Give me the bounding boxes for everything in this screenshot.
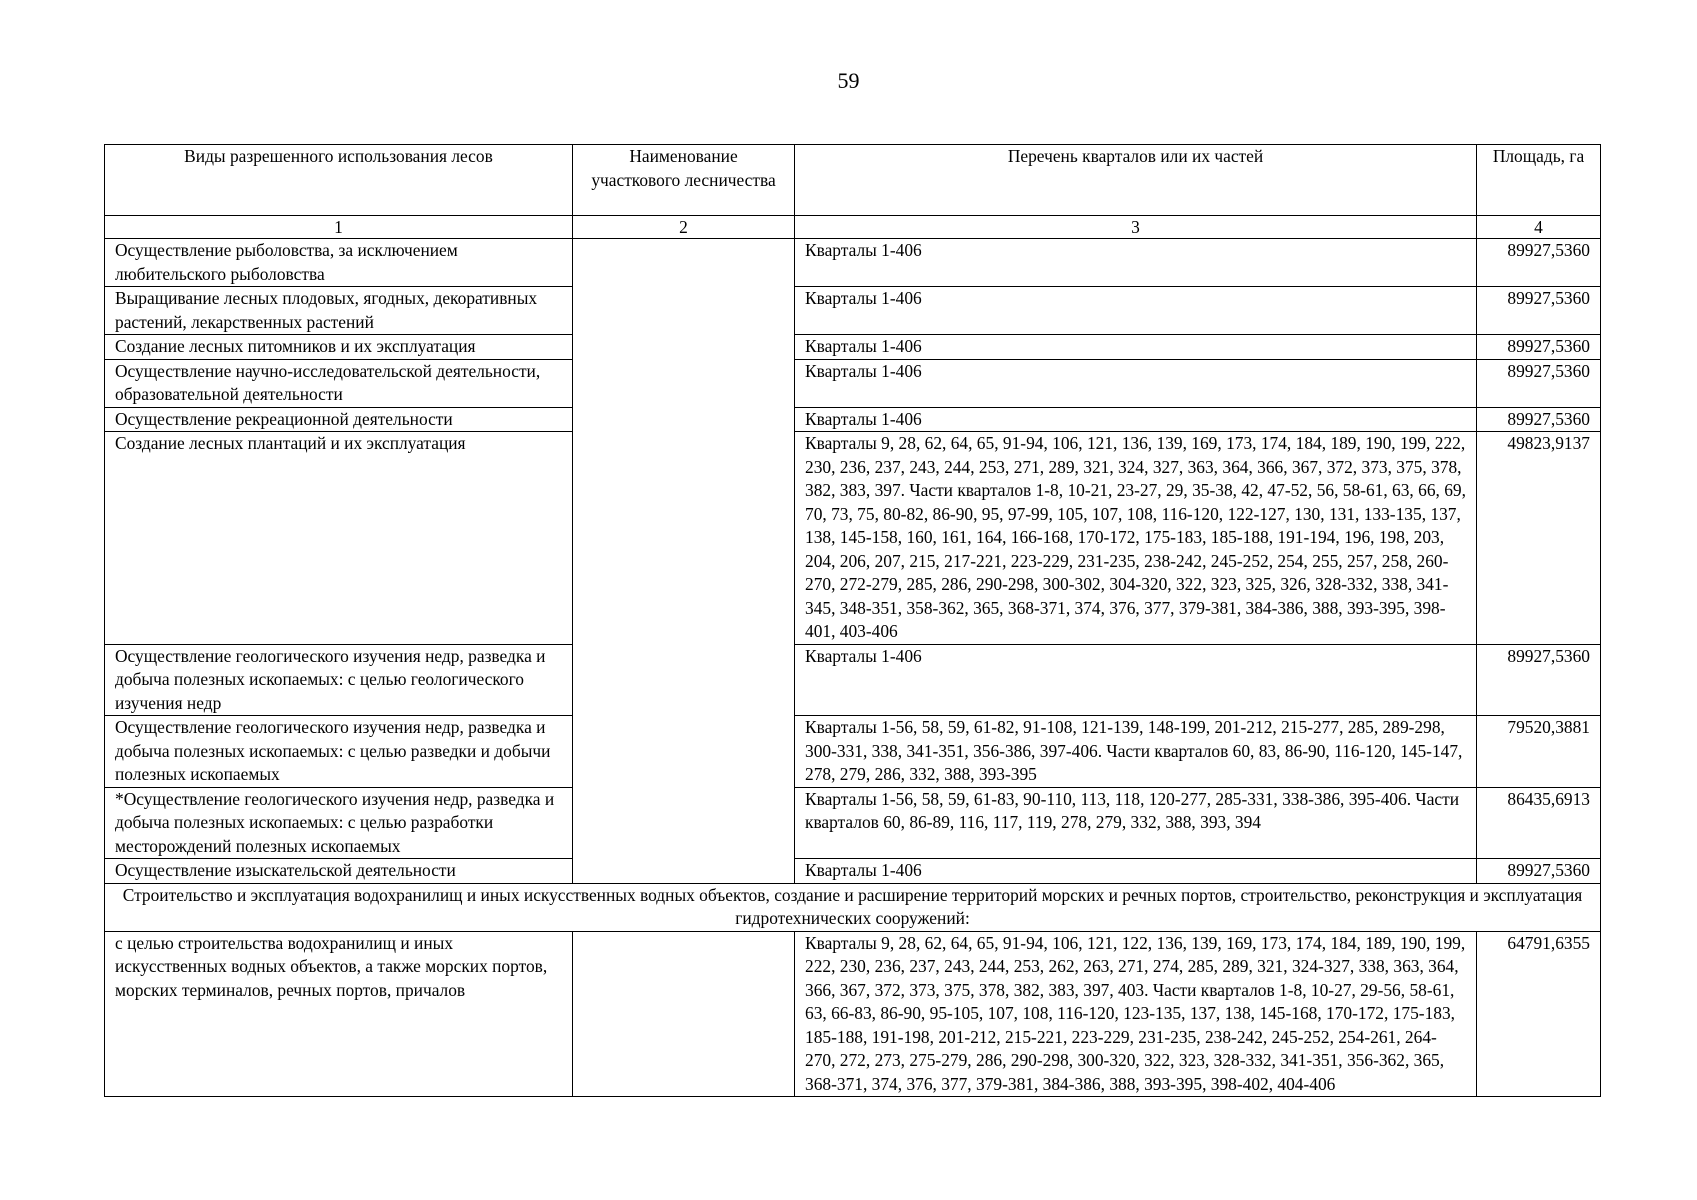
table-row [105,432,1601,645]
forest-use-cell: Осуществление научно-исследовательской деятельности, образовательной деятельности [105,359,573,407]
table-row [105,644,1601,716]
forest-use-cell: Создание лесных плантаций и их эксплуатация [105,432,573,645]
section-title-row [105,883,1601,931]
column-number-2: 2 [573,216,795,239]
quarters-cell: Кварталы 9, 28, 62, 64, 65, 91-94, 106, 121, 122, 136, 139, 169, 173, 174, 184, 189, 190, 199, 222, 230, 236, 237, 243, 244, 253, 262, 263, 271, 274, 285, 289, 321, 324-327, 338, 363, 364, 366, 367, 372, 373, 375, 378, 382, 383, 397, 403. Части кварталов 1-8, 10-27, 29-56, 58-61, 63, 66-83, 86-90, 95-105, 107, 108, 116-120, 123-135, 137, 138, 145-168, 170-172, 175-183, 185-188, 191-198, 201-212, 215-221, 223-229, 231-235, 238-242, 245-252, 254-261, 264-270, 272, 273, 275-279, 286, 290-298, 300-320, 322, 323, 328-332, 341-351, 356-362, 365, 368-371, 374, 376, 377, 379-381, 384-386, 388, 393-395, 398-402, 404-406 [795,931,1477,1097]
forest-use-cell: Выращивание лесных плодовых, ягодных, декоративных растений, лекарственных растений [105,287,573,335]
header-quarters-list: Перечень кварталов или их частей [795,145,1477,216]
table-row [105,239,1601,287]
forest-use-cell: Создание лесных питомников и их эксплуатация [105,335,573,360]
quarters-cell: Кварталы 1-56, 58, 59, 61-83, 90-110, 113, 118, 120-277, 285-331, 338-386, 395-406. Части кварталов 60, 86-89, 116, 117, 119, 278, 279, 332, 388, 393, 394 [795,787,1477,859]
quarters-cell: Кварталы 1-406 [795,359,1477,407]
table-row [105,787,1601,859]
area-cell: 89927,5360 [1477,407,1601,432]
area-cell: 89927,5360 [1477,239,1601,287]
table-row [105,287,1601,335]
forest-use-cell: *Осуществление геологического изучения недр, разведка и добыча полезных ископаемых: с целью разработки месторождений полезных ископаемых [105,787,573,859]
table-row [105,335,1601,360]
table-row [105,407,1601,432]
district-name-cell [573,931,795,1097]
area-cell: 64791,6355 [1477,931,1601,1097]
section-title: Строительство и эксплуатация водохранилищ и иных искусственных водных объектов, создание и расширение территорий морских и речных портов, строительство, реконструкция и эксплуатация гидротехнических сооружений: [105,883,1601,931]
page-number: 59 [837,68,860,93]
area-cell: 79520,3881 [1477,716,1601,788]
column-number-4: 4 [1477,216,1601,239]
header-area: Площадь, га [1477,145,1601,216]
forest-use-cell: Осуществление рекреационной деятельности [105,407,573,432]
header-row [105,145,1601,216]
forest-use-table [104,144,1601,1097]
column-number-3: 3 [795,216,1477,239]
header-district-name: Наименование участкового лесничества [573,145,795,216]
column-number-1: 1 [105,216,573,239]
quarters-cell: Кварталы 1-406 [795,287,1477,335]
forest-use-cell: Осуществление геологического изучения недр, разведка и добыча полезных ископаемых: с целью геологического изучения недр [105,644,573,716]
area-cell: 89927,5360 [1477,359,1601,407]
quarters-cell: Кварталы 1-406 [795,407,1477,432]
area-cell: 89927,5360 [1477,287,1601,335]
quarters-cell: Кварталы 1-406 [795,239,1477,287]
area-cell: 89927,5360 [1477,335,1601,360]
table-row [105,931,1601,1097]
forest-use-cell: с целью строительства водохранилищ и иных искусственных водных объектов, а также морских портов, морских терминалов, речных портов, причалов [105,931,573,1097]
quarters-cell: Кварталы 1-406 [795,859,1477,884]
quarters-cell: Кварталы 1-406 [795,335,1477,360]
forest-use-cell: Осуществление геологического изучения недр, разведка и добыча полезных ископаемых: с целью разведки и добычи полезных ископаемых [105,716,573,788]
column-numbers-row [105,216,1601,239]
quarters-cell: Кварталы 1-56, 58, 59, 61-82, 91-108, 121-139, 148-199, 201-212, 215-277, 285, 289-298, 300-331, 338, 341-351, 356-386, 397-406. Части кварталов 60, 83, 86-90, 116-120, 145-147, 278, 279, 286, 332, 388, 393-395 [795,716,1477,788]
forest-use-cell: Осуществление изыскательской деятельности [105,859,573,884]
area-cell: 89927,5360 [1477,644,1601,716]
table-row [105,859,1601,884]
area-cell: 86435,6913 [1477,787,1601,859]
header-forest-use: Виды разрешенного использования лесов [105,145,573,216]
quarters-cell: Кварталы 9, 28, 62, 64, 65, 91-94, 106, 121, 136, 139, 169, 173, 174, 184, 189, 190, 199, 222, 230, 236, 237, 243, 244, 253, 271, 289, 321, 324, 327, 363, 364, 366, 367, 372, 373, 375, 378, 382, 383, 397. Части кварталов 1-8, 10-21, 23-27, 29, 35-38, 42, 47-52, 56, 58-61, 63, 66, 69, 70, 73, 75, 80-82, 86-90, 95, 97-99, 105, 107, 108, 116-120, 122-127, 130, 131, 133-135, 137, 138, 145-158, 160, 161, 164, 166-168, 170-172, 175-183, 185-188, 191-194, 196, 198, 203, 204, 206, 207, 215, 217-221, 223-229, 231-235, 238-242, 245-252, 254, 255, 257, 258, 260-270, 272-279, 285, 286, 290-298, 300-302, 304-320, 322, 323, 325, 326, 328-332, 338, 341-345, 348-351, 358-362, 365, 368-371, 374, 376, 377, 379-381, 384-386, 388, 393-395, 398-401, 403-406 [795,432,1477,645]
area-cell: 89927,5360 [1477,859,1601,884]
area-cell: 49823,9137 [1477,432,1601,645]
table-row [105,359,1601,407]
district-name-cell [573,239,795,884]
table-row [105,716,1601,788]
quarters-cell: Кварталы 1-406 [795,644,1477,716]
forest-use-cell: Осуществление рыболовства, за исключением любительского рыболовства [105,239,573,287]
